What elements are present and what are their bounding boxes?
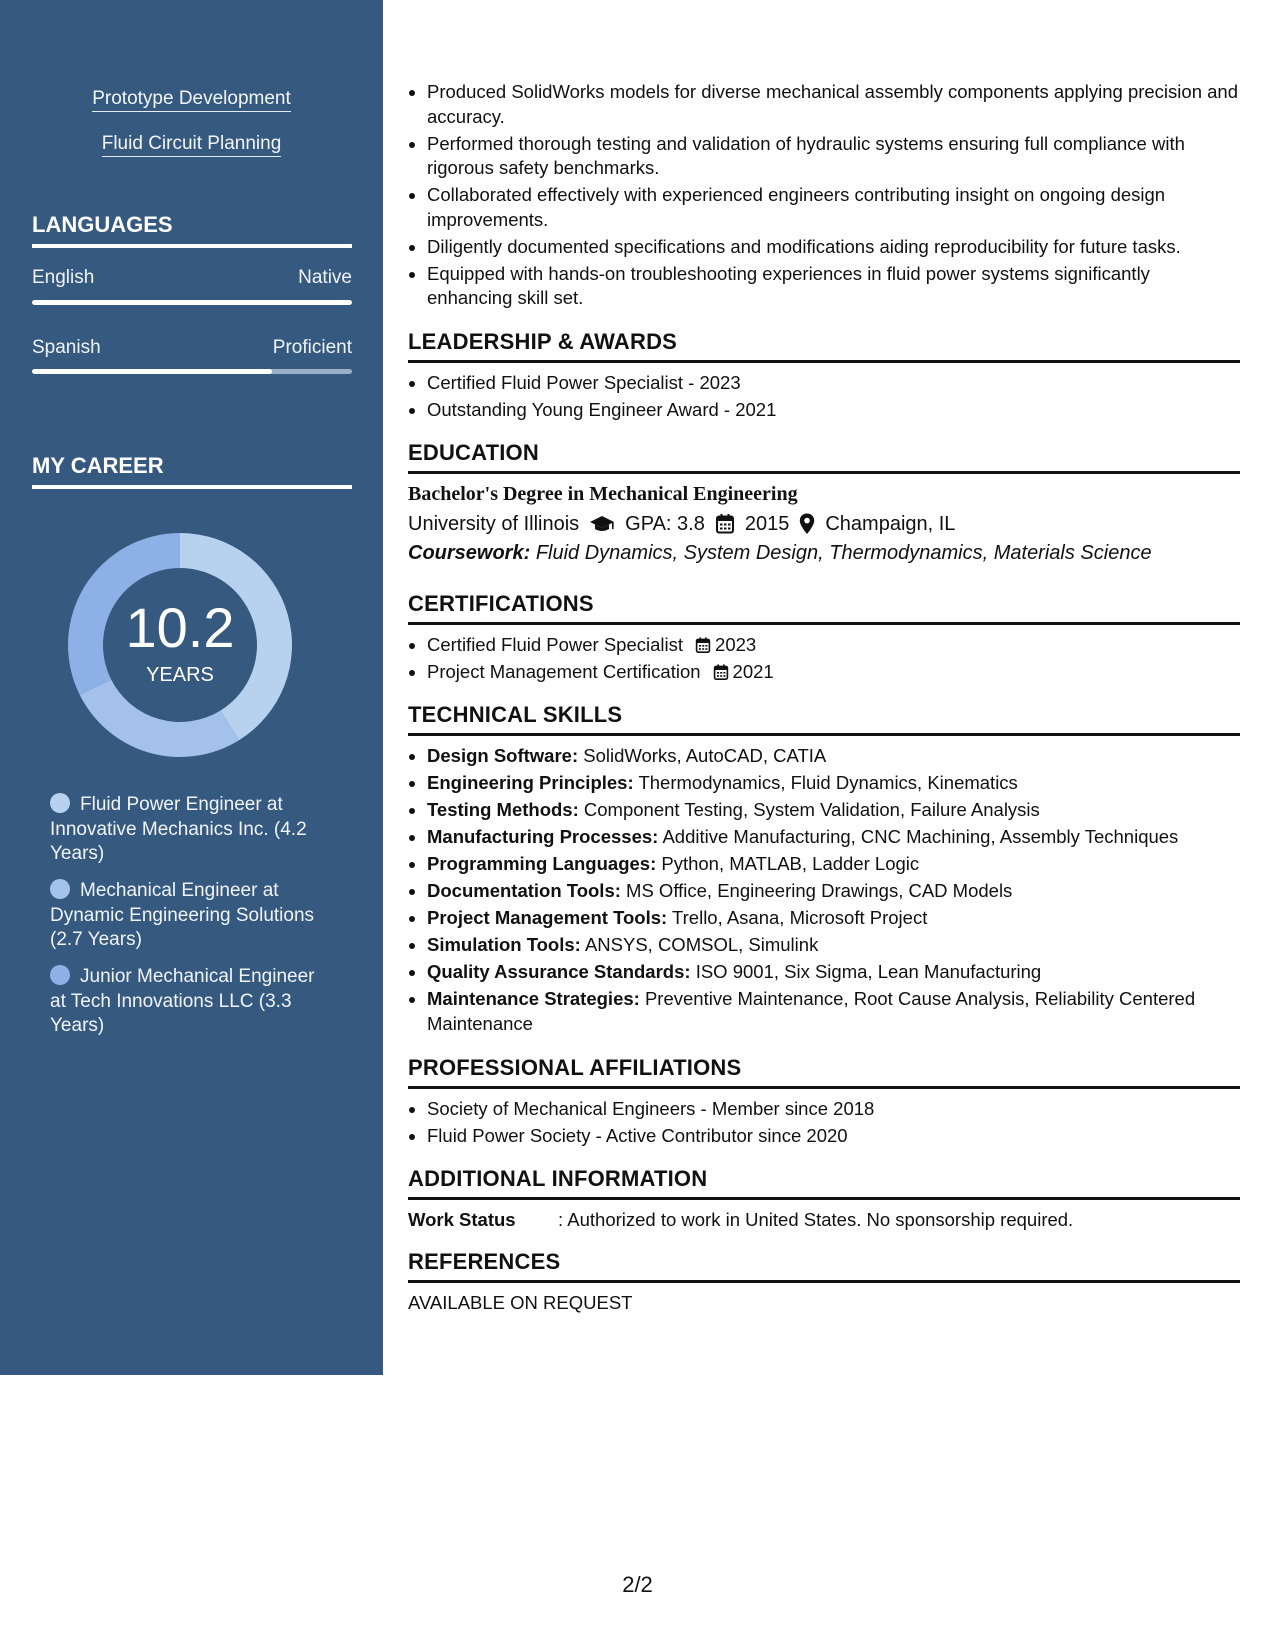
location: Champaign, IL [825, 512, 956, 535]
degree-title: Bachelor's Degree in Mechanical Engineering [408, 483, 798, 505]
page-number: 2/2 [622, 1572, 653, 1597]
list-item: • Produced SolidWorks models for diverse mechanical assembly components applying precision and accuracy. [427, 80, 1240, 129]
list-item: • Project Management Tools: Trello, Asana, Microsoft Project [427, 906, 1240, 931]
career-item: Junior Mechanical Engineer at Tech Innovations LLC (3.3 Years) [50, 966, 315, 1036]
affiliations-list [408, 1097, 1240, 1151]
list-item: • Documentation Tools: MS Office, Engineering Drawings, CAD Models [427, 879, 1240, 904]
career-total-unit: YEARS [146, 663, 214, 686]
skill-link-fluid-circuit-planning[interactable]: Fluid Circuit Planning [0, 133, 383, 155]
list-item: • Simulation Tools: ANSYS, COMSOL, Simulink [427, 933, 1240, 958]
graduation-year: 2015 [744, 512, 790, 535]
language-level: Proficient [272, 337, 352, 358]
technical-skills-list [408, 744, 1240, 1039]
list-item: • Equipped with hands-on troubleshooting experiences in fluid power systems significantly enhancing skill set. [427, 262, 1240, 311]
language-row-spanish [32, 337, 352, 359]
career-total [66, 531, 294, 759]
career-dot [50, 965, 70, 985]
references-heading: REFERENCES [408, 1250, 1240, 1283]
language-bar-fill [32, 300, 352, 305]
list-item: • Quality Assurance Standards: ISO 9001, Six Sigma, Lean Manufacturing [427, 960, 1240, 985]
affiliations-heading: PROFESSIONAL AFFILIATIONS [408, 1056, 1240, 1089]
list-item: • Manufacturing Processes: Additive Manufacturing, CNC Machining, Assembly Techniques [427, 825, 1240, 850]
calendar-icon [713, 663, 729, 681]
gpa: GPA: 3.8 [625, 512, 705, 535]
certifications-heading: CERTIFICATIONS [408, 592, 1240, 625]
career-item: Fluid Power Engineer at Innovative Mechanics Inc. (4.2 Years) [50, 794, 307, 864]
list-item: • Testing Methods: Component Testing, System Validation, Failure Analysis [427, 798, 1240, 823]
list-item: • Performed thorough testing and validation of hydraulic systems ensuring full compliance with rigorous safety benchmarks. [427, 132, 1240, 181]
location-pin-icon [799, 513, 815, 535]
list-item: • Maintenance Strategies: Preventive Maintenance, Root Cause Analysis, Reliability Centered Maintenance [427, 987, 1240, 1036]
education-details [408, 512, 1240, 537]
list-item: • Diligently documented specifications and modifications aiding reproducibility for future tasks. [427, 235, 1240, 260]
list-item: • Fluid Power Society - Active Contributor since 2020 [427, 1124, 1240, 1149]
list-item: • Design Software: SolidWorks, AutoCAD, CATIA [427, 744, 1240, 769]
certifications-list [408, 633, 1240, 687]
awards-heading: LEADERSHIP & AWARDS [408, 330, 1240, 363]
list-item: • Society of Mechanical Engineers - Member since 2018 [427, 1097, 1240, 1122]
graduation-cap-icon [589, 514, 615, 534]
language-level: Native [298, 267, 352, 288]
additional-info-heading: ADDITIONAL INFORMATION [408, 1167, 1240, 1200]
work-status-label: Work Status [408, 1209, 516, 1230]
work-status-value: : Authorized to work in United States. No sponsorship required. [558, 1209, 1074, 1230]
career-dot [50, 879, 70, 899]
career-total-value: 10.2 [125, 595, 235, 659]
language-bar-fill [32, 369, 272, 374]
list-item: • Certified Fluid Power Specialist - 2023 [427, 371, 1240, 396]
skill-link-prototype-development[interactable]: Prototype Development [0, 88, 383, 110]
calendar-icon [695, 636, 711, 654]
list-item: • Engineering Principles: Thermodynamics, Fluid Dynamics, Kinematics [427, 771, 1240, 796]
awards-list [408, 371, 1240, 425]
career-dot [50, 793, 70, 813]
language-name: English [32, 267, 95, 288]
list-item: • Collaborated effectively with experienced engineers contributing insight on ongoing design improvements. [427, 183, 1240, 232]
language-bar-spanish [32, 369, 352, 374]
coursework: Coursework: Fluid Dynamics, System Design, Thermodynamics, Materials Science [408, 542, 1152, 564]
career-item: Mechanical Engineer at Dynamic Engineering Solutions (2.7 Years) [50, 880, 315, 950]
calendar-icon [715, 513, 735, 534]
career-heading: MY CAREER [32, 453, 352, 489]
education-heading: EDUCATION [408, 441, 1240, 474]
technical-skills-heading: TECHNICAL SKILLS [408, 703, 1240, 736]
school-name: University of Illinois [408, 512, 580, 535]
language-bar-english [32, 300, 352, 305]
list-item: • Outstanding Young Engineer Award - 2021 [427, 398, 1240, 423]
references-text: AVAILABLE ON REQUEST [408, 1292, 633, 1313]
coursework-label: Coursework: [408, 542, 531, 564]
languages-heading: LANGUAGES [32, 212, 352, 248]
sidebar [0, 0, 383, 1375]
work-status-row [408, 1208, 1240, 1233]
language-row-english [32, 267, 352, 289]
list-item: • Programming Languages: Python, MATLAB, Ladder Logic [427, 852, 1240, 877]
list-item: • Certified Fluid Power Specialist 2023 [427, 633, 1240, 658]
language-name: Spanish [32, 337, 101, 358]
list-item: • Project Management Certification 2021 [427, 660, 1240, 685]
experience-bullets [408, 80, 1240, 313]
education-block [408, 482, 1240, 566]
